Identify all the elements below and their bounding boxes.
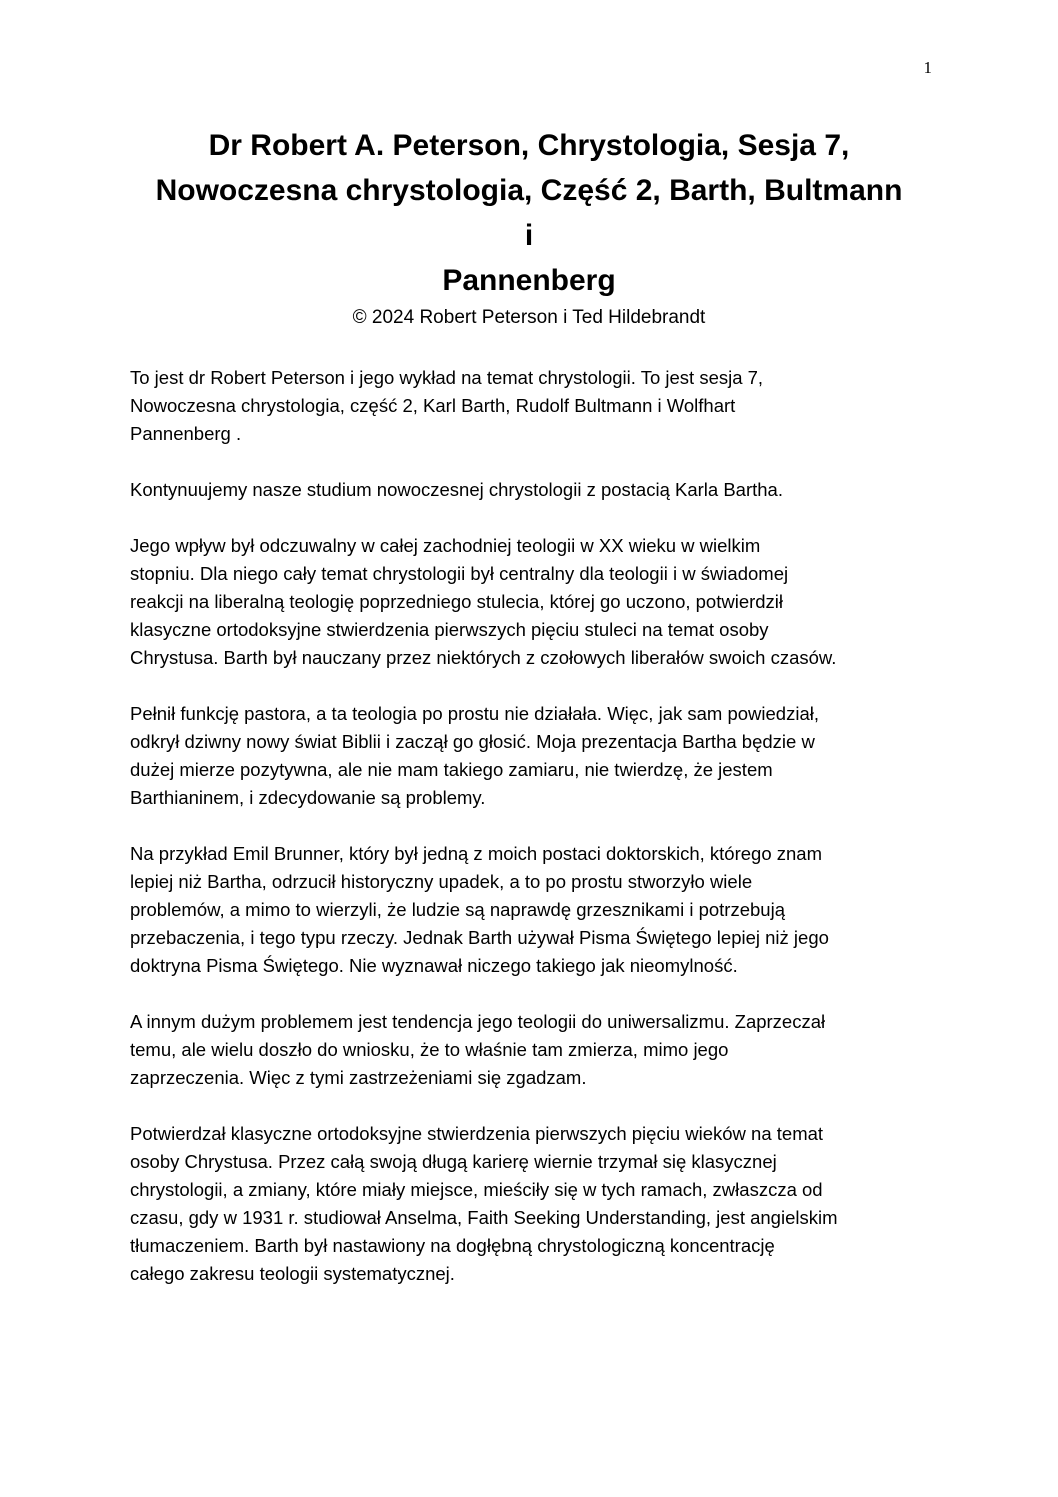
paragraph bbox=[130, 532, 928, 672]
paragraph bbox=[130, 364, 928, 448]
paragraph-line: Na przykład Emil Brunner, który był jedną z moich postaci doktorskich, którego znam bbox=[130, 843, 822, 864]
paragraph-line: Nowoczesna chrystologia, część 2, Karl Barth, Rudolf Bultmann i Wolfhart bbox=[130, 395, 736, 416]
paragraph-line: całego zakresu teologii systematycznej. bbox=[130, 1263, 455, 1284]
paragraph bbox=[130, 1120, 928, 1288]
document-body bbox=[0, 332, 1058, 1288]
paragraph-line: przebaczenia, i tego typu rzeczy. Jednak Barth używał Pisma Świętego lepiej niż jego bbox=[130, 927, 829, 948]
title-line: Dr Robert A. Peterson, Chrystologia, Sesja 7, bbox=[208, 129, 850, 162]
title-line: i bbox=[524, 219, 534, 252]
paragraph-line: Potwierdzał klasyczne ortodoksyjne stwierdzenia pierwszych pięciu wieków na temat bbox=[130, 1123, 824, 1144]
page-number: 1 bbox=[923, 58, 932, 77]
title-line: Nowoczesna chrystologia, Część 2, Barth, Bultmann bbox=[155, 174, 903, 207]
paragraph-line: To jest dr Robert Peterson i jego wykład na temat chrystologii. To jest sesja 7, bbox=[130, 367, 764, 388]
paragraph-line: odkrył dziwny nowy świat Biblii i zaczął go głosić. Moja prezentacja Bartha będzie w bbox=[130, 731, 815, 752]
paragraph bbox=[130, 840, 928, 980]
paragraph-line: osoby Chrystusa. Przez całą swoją długą karierę wiernie trzymał się klasycznej bbox=[130, 1151, 777, 1172]
paragraph-line: reakcji na liberalną teologię poprzedniego stulecia, której go uczono, potwierdził bbox=[130, 591, 784, 612]
paragraph-line: zaprzeczenia. Więc z tymi zastrzeżeniami się zgadzam. bbox=[130, 1067, 587, 1088]
paragraph-line: tłumaczeniem. Barth był nastawiony na dogłębną chrystologiczną koncentrację bbox=[130, 1235, 775, 1256]
paragraph-line: problemów, a mimo to wierzyli, że ludzie są naprawdę grzesznikami i potrzebują bbox=[130, 899, 785, 920]
paragraph-line: Chrystusa. Barth był nauczany przez niektórych z czołowych liberałów swoich czasów. bbox=[130, 647, 837, 668]
paragraph bbox=[130, 476, 928, 504]
paragraph-line: chrystologii, a zmiany, które miały miejsce, mieściły się w tych ramach, zwłaszcza od bbox=[130, 1179, 823, 1200]
paragraph-line: stopniu. Dla niego cały temat chrystologii był centralny dla teologii i w świadomej bbox=[130, 563, 789, 584]
paragraph-line: temu, ale wielu doszło do wniosku, że to właśnie tam zmierza, mimo jego bbox=[130, 1039, 729, 1060]
document-title bbox=[0, 0, 1058, 303]
copyright-line: © 2024 Robert Peterson i Ted Hildebrandt bbox=[352, 307, 706, 328]
paragraph-line: Kontynuujemy nasze studium nowoczesnej chrystologii z postacią Karla Bartha. bbox=[130, 479, 783, 500]
paragraph-line: lepiej niż Bartha, odrzucił historyczny upadek, a to po prostu stworzyło wiele bbox=[130, 871, 753, 892]
paragraph bbox=[130, 700, 928, 812]
paragraph-line: doktryna Pisma Świętego. Nie wyznawał niczego takiego jak nieomylność. bbox=[130, 955, 738, 976]
paragraph-line: A innym dużym problemem jest tendencja jego teologii do uniwersalizmu. Zaprzeczał bbox=[130, 1011, 826, 1032]
paragraph-line: Jego wpływ był odczuwalny w całej zachodniej teologii w XX wieku w wielkim bbox=[130, 535, 761, 556]
paragraph-line: klasyczne ortodoksyjne stwierdzenia pierwszych pięciu stuleci na temat osoby bbox=[130, 619, 769, 640]
paragraph-line: Pełnił funkcję pastora, a ta teologia po prostu nie działała. Więc, jak sam powiedział, bbox=[130, 703, 819, 724]
paragraph bbox=[130, 1008, 928, 1092]
paragraph-line: dużej mierze pozytywna, ale nie mam takiego zamiaru, nie twierdzę, że jestem bbox=[130, 759, 773, 780]
paragraph-line: Pannenberg . bbox=[130, 423, 242, 444]
paragraph-line: Barthianinem, i zdecydowanie są problemy. bbox=[130, 787, 486, 808]
paragraph-line: czasu, gdy w 1931 r. studiował Anselma, Faith Seeking Understanding, jest angielskim bbox=[130, 1207, 838, 1228]
title-line: Pannenberg bbox=[442, 264, 616, 297]
